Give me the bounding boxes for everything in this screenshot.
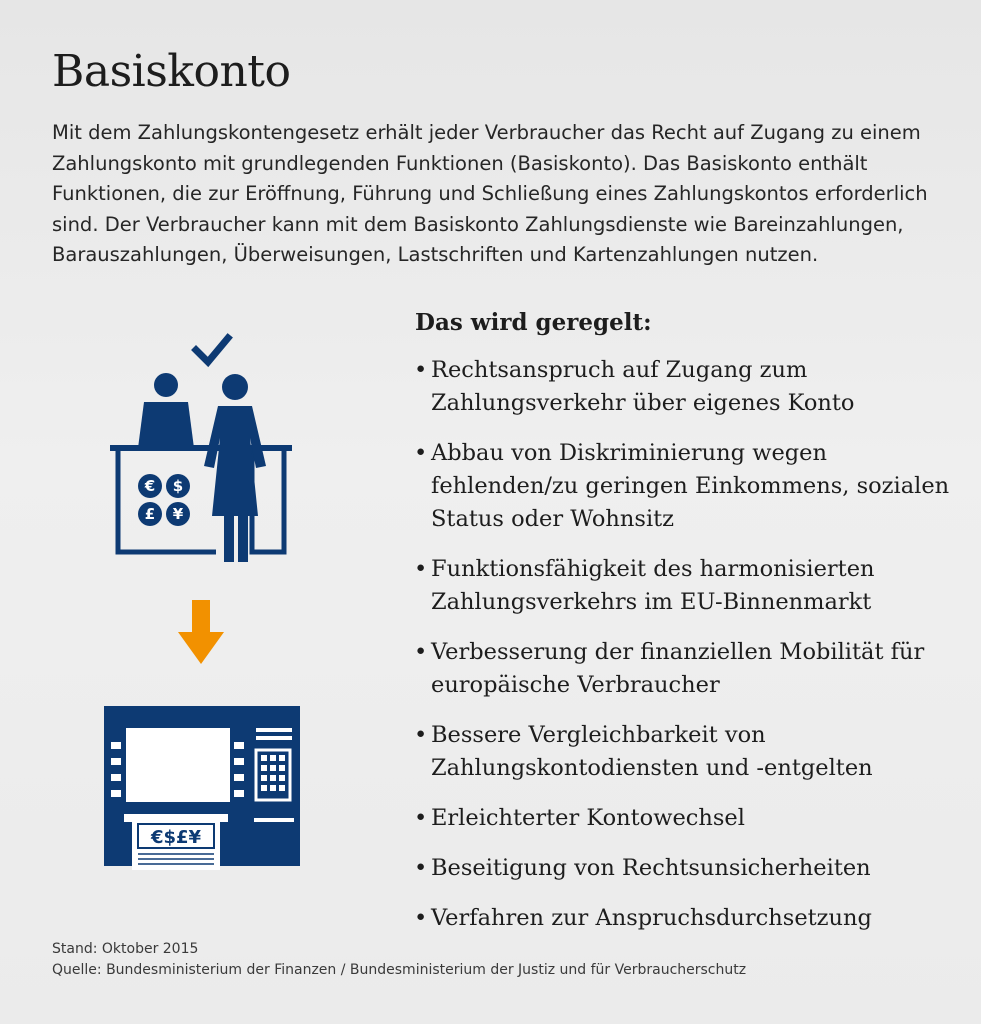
list-item (414, 354, 954, 420)
list-item-text: Erleichterter Kontowechsel (431, 805, 745, 831)
bullet: • (414, 556, 428, 582)
currency-dollar: $ (172, 477, 184, 495)
footer-date: Stand: Oktober 2015 (52, 941, 199, 957)
currency-pound: £ (144, 505, 156, 523)
currency-yen: ¥ (172, 505, 184, 523)
bullet: • (414, 357, 428, 383)
bank-counter-icon (104, 330, 304, 570)
list-item-text: Rechtsanspruch auf Zugang zum Zahlungsverkehr über eigenes Konto (431, 357, 855, 416)
list-item (414, 636, 954, 702)
intro-text: Mit dem Zahlungskontengesetz erhält jeder Verbraucher das Recht auf Zugang zu einem Zahlungskonto mit grundlegenden Funktionen (Basiskonto). Das Basiskonto enthält Funktionen, die zur Eröffnung, Führung und Schließung eines Zahlungskontos erforderlich sind. Der Verbraucher kann mit dem Basiskonto Zahlungsdienste wie Bareinzahlungen, Barauszahlungen, Überweisungen, Lastschriften und Kartenzahlungen nutzen. (52, 121, 928, 266)
currency-euro: € (144, 477, 156, 495)
bullet: • (414, 805, 428, 831)
list-item (414, 553, 954, 619)
list-item (414, 719, 954, 785)
arrow-down-icon (178, 600, 224, 666)
regulations-heading: Das wird geregelt: (415, 309, 652, 336)
list-item-text: Funktionsfähigkeit des harmonisierten Zahlungsverkehrs im EU-Binnenmarkt (431, 556, 875, 615)
list-item-text: Beseitigung von Rechtsunsicherheiten (431, 855, 871, 881)
list-item-text: Verbesserung der finanziellen Mobilität für europäische Verbraucher (431, 639, 925, 698)
bullet: • (414, 855, 428, 881)
bullet: • (414, 905, 428, 931)
bullet: • (414, 639, 428, 665)
footer-source: Quelle: Bundesministerium der Finanzen / Bundesministerium der Justiz und für Verbraucherschutz (52, 962, 747, 978)
list-item (414, 437, 954, 536)
list-item (414, 902, 954, 935)
bullet: • (414, 722, 428, 748)
list-item (414, 802, 954, 835)
list-item-text: Abbau von Diskriminierung wegen fehlenden/zu geringen Einkommens, sozialen Status oder Wohnsitz (431, 440, 950, 532)
list-item-text: Bessere Vergleichbarkeit von Zahlungskontodiensten und -entgelten (431, 722, 873, 781)
page-title: Basiskonto (52, 46, 291, 97)
regulations-list (414, 354, 954, 952)
list-item-text: Verfahren zur Anspruchsdurchsetzung (431, 905, 872, 931)
bullet: • (414, 440, 428, 466)
checkmark-icon (196, 338, 228, 362)
list-item (414, 852, 954, 885)
atm-icon (104, 706, 300, 874)
atm-cash-label: €$£¥ (150, 827, 202, 848)
